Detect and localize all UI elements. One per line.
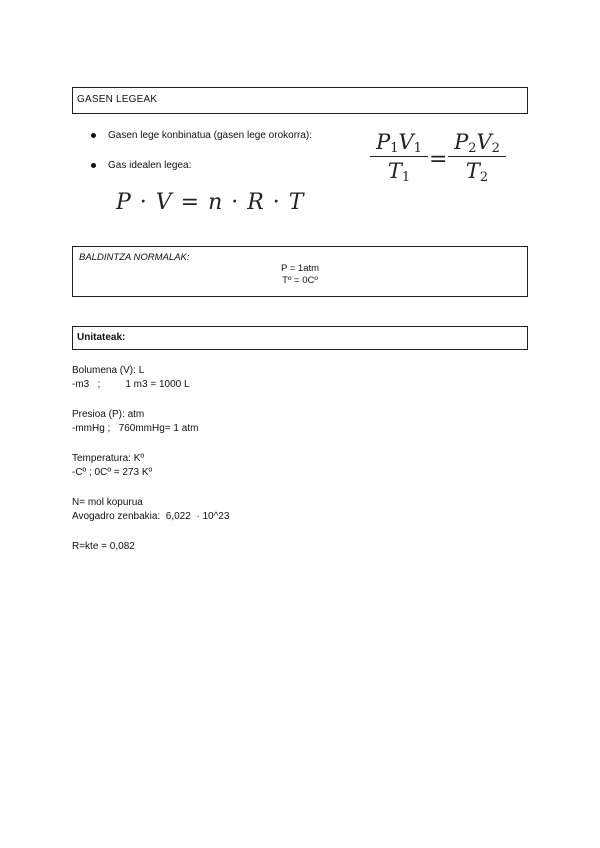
pressure-units (72, 408, 229, 436)
unit-line: R=kte = 0,082 (72, 541, 135, 552)
combined-gas-formula (370, 127, 500, 197)
normal-conditions-box (72, 246, 528, 297)
formula-equals-sign: = (429, 147, 448, 172)
gas-constant (72, 540, 229, 554)
laws-bullet-list (91, 128, 312, 188)
volume-units (72, 364, 229, 392)
unit-line: N= mol kopurua (72, 497, 143, 508)
section-title-gas-laws (72, 87, 528, 114)
pressure-condition: P = 1atm (280, 263, 320, 274)
formula-right-denominator: $T_2$ (465, 159, 489, 185)
bullet-icon (91, 133, 96, 138)
list-item (91, 158, 312, 172)
unit-line: -Cº ; 0Cº = 273 Kº (72, 467, 153, 478)
units-heading-box (72, 326, 528, 350)
formula-left-fraction (370, 129, 428, 192)
list-item (91, 128, 312, 142)
ideal-gas-law-label: Gas idealen legea: (108, 159, 192, 171)
unit-line: -mmHg ; 760mmHg= 1 atm (72, 423, 199, 434)
gas-laws-title: GASEN LEGEAK (77, 94, 158, 105)
units-title: Unitateak: (77, 332, 126, 343)
normal-conditions-title: BALDINTZA NORMALAK: (79, 252, 190, 263)
unit-line: -m3 ; 1 m3 = 1000 L (72, 379, 190, 390)
unit-line: Avogadro zenbakia: 6,022 · 10^23 (72, 511, 230, 522)
formula-left-denominator: $T_1$ (387, 159, 411, 185)
temperature-units (72, 452, 229, 480)
ideal-gas-formula: P · V = n · R · T (116, 190, 305, 215)
unit-line: Temperatura: Kº (72, 453, 145, 464)
mole-units (72, 496, 229, 524)
formula-left-numerator: $P_1V_1$ (370, 129, 428, 157)
temperature-condition: Tº = 0Cº (282, 275, 318, 286)
bullet-icon (91, 163, 96, 168)
formula-right-numerator: $P_2V_2$ (448, 129, 506, 157)
unit-line: Bolumena (V): L (72, 365, 145, 376)
units-list (72, 364, 229, 570)
unit-line: Presioa (P): atm (72, 409, 145, 420)
formula-right-fraction (448, 129, 506, 192)
combined-law-label: Gasen lege konbinatua (gasen lege orokorra): (108, 129, 313, 141)
